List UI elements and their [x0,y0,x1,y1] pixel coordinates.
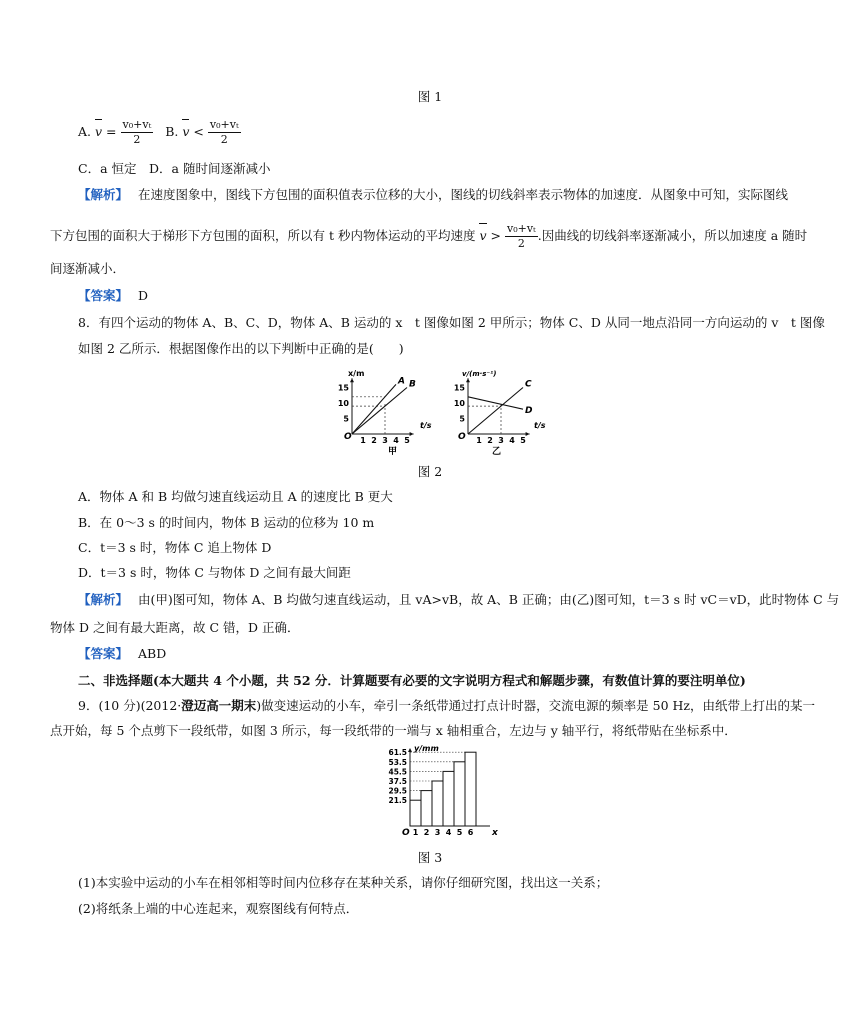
q7-analysis-text-2b: .因曲线的切线斜率逐渐减小，所以加速度 a 随时 [537,228,808,243]
q8-answer-tag: 【答案】 [78,646,129,661]
q7-analysis-relation: > [490,228,501,243]
jia-y-label: x/m [348,369,365,378]
yi-plot-area [454,378,533,445]
jia-series-label-B: B [409,379,416,390]
yi-series-line-C [468,388,523,435]
yi-x-tick-label-5: 5 [520,436,526,445]
fig3-y-label: y/mm [414,744,439,753]
q7-option-b-fraction [208,118,241,147]
jia-x-tick-label-4: 4 [393,436,399,445]
fig3-y-tick-label-2: 37.5 [388,777,407,786]
yi-y-axis-arrow [466,378,470,382]
q8-answer-line [78,645,166,663]
jia-series-line-A [352,384,396,434]
jia-x-axis-arrow [410,432,414,436]
yi-x-tick-label-1: 1 [476,436,482,445]
q7-analysis-line-2 [50,222,807,251]
q7-option-b-relation: < [193,124,204,139]
fig3-y-tick-label-5: 61.5 [388,748,407,758]
fig3-bar-2 [421,791,432,826]
q7-analysis-tag: 【解析】 [78,187,129,202]
fig3-plot-area [388,748,490,837]
fig3-bar-5 [454,762,465,826]
fig3-x-tick-label-1: 1 [412,828,419,837]
yi-series-line-D [468,397,523,409]
jia-series-label-A: A [398,376,405,387]
yi-x-label: t/s [534,421,546,430]
yi-caption: 乙 [492,447,502,457]
q7-analysis-denominator: 2 [517,237,525,250]
yi-y-tick-label-15: 15 [453,383,465,393]
figure-1-caption: 图 1 [417,89,443,104]
q8-stem-line-2: 如图 2 乙所示．根据图像作出的以下判断中正确的是( ) [78,341,404,356]
q7-analysis-numerator: v₀+vₜ [506,222,536,235]
figure-2-caption: 图 2 [417,464,443,479]
fig3-bar-1 [410,800,421,826]
q8-option-c: C．t＝3 s 时，物体 C 追上物体 D [78,540,272,555]
fig3-x-tick-label-3: 3 [434,828,441,837]
jia-x-label: t/s [420,421,432,430]
fig3-x-tick-label-6: 6 [467,828,474,837]
figure-2-jia-chart [336,362,440,458]
q9-sub-question-1: (1)本实验中运动的小车在相邻相等时间内位移存在某种关系，请你仔细研究图，找出这一关系； [78,875,609,890]
q8-analysis-line-2: 物体 D 之间有最大距离，故 C 错，D 正确． [50,620,300,635]
fig3-y-tick-label-0: 21.5 [388,796,407,806]
q7-answer-tag: 【答案】 [78,288,129,303]
yi-y-label: v/(m·s⁻¹) [462,370,497,378]
figure-3-caption: 图 3 [417,850,443,865]
jia-y-tick-label-5: 5 [343,414,349,424]
figure-2-yi-chart [448,362,554,458]
yi-x-tick-label-4: 4 [509,436,515,445]
fig3-x-tick-label-5: 5 [456,828,463,837]
q7-analysis-vbar: v [479,228,487,243]
q7-option-a-letter: A. [78,124,92,139]
q9-stem-a: 9．(10 分)(2012· [78,698,182,713]
fig3-origin: O [402,828,410,838]
q8-analysis-line-1 [78,591,839,609]
yi-origin: O [458,432,466,442]
q7-option-ab-line [78,118,241,147]
q7-option-cd: C．a 恒定 D．a 随时间逐渐减小 [78,161,271,176]
q9-source: 澄迈高一期末 [181,698,257,713]
yi-y-tick-label-5: 5 [459,414,465,424]
q9-stem-line-2: 点开始，每 5 个点剪下一段纸带，如图 3 所示，每一段纸带的一端与 x 轴相重合，左边与 y 轴平行，将纸带贴在坐标系中． [50,723,737,738]
fig3-x-label: x [492,828,498,838]
yi-x-tick-label-3: 3 [498,436,504,445]
q7-answer-line [78,287,148,305]
figure-3-chart [362,742,502,842]
jia-y-axis-arrow [350,378,354,382]
jia-x-tick-label-5: 5 [404,436,410,445]
q8-option-b: B．在 0～3 s 的时间内，物体 B 运动的位移为 10 m [78,515,375,530]
q7-analysis-line-3: 间逐渐减小． [50,261,126,276]
q9-stem-b: )做变速运动的小车，牵引一条纸带通过打点计时器，交流电源的频率是 50 Hz，由纸带上打出的某一 [256,698,815,713]
fig3-bar-4 [443,771,454,826]
q8-answer: ABD [138,646,167,661]
fig3-y-axis-arrow [408,748,412,752]
jia-y-tick-label-10: 10 [337,399,349,408]
q7-analysis-text-1: 在速度图象中，图线下方包围的面积值表示位移的大小，图线的切线斜率表示物体的加速度．从图象中可知，实际图线 [138,187,789,202]
q8-analysis-text-1: 由(甲)图可知，物体 A、B 均做匀速直线运动，且 vA>vB，故 A、B 正确；由(乙)图可知，t＝3 s 时 vC＝vD，此时物体 C 与 [138,592,840,607]
jia-x-tick-label-3: 3 [382,436,388,445]
q7-analysis-line-1 [78,186,788,204]
fig3-y-tick-label-3: 45.5 [388,767,407,777]
q7-option-a-fraction [121,118,154,147]
fig3-bar-3 [432,781,443,826]
q8-option-d: D．t＝3 s 时，物体 C 与物体 D 之间有最大间距 [78,565,351,580]
jia-caption: 甲 [388,447,398,457]
yi-x-axis-arrow [526,432,530,436]
jia-x-tick-label-2: 2 [371,436,377,445]
q7-answer: D [138,288,149,303]
q7-option-b-vbar: v [182,124,190,139]
yi-x-tick-label-2: 2 [487,436,493,445]
q9-stem-line-1 [78,697,815,715]
q8-stem-line-1: 8．有四个运动的物体 A、B、C、D，物体 A、B 运动的 x t 图像如图 2 甲所示；物体 C、D 从同一地点沿同一方向运动的 v t 图像 [78,315,825,330]
jia-origin: O [344,432,352,442]
fig3-x-tick-label-4: 4 [445,828,452,837]
q7-analysis-fraction [505,222,538,251]
yi-y-tick-label-10: 10 [453,399,465,408]
q8-option-a: A．物体 A 和 B 均做匀速直线运动且 A 的速度比 B 更大 [78,489,393,504]
yi-series-label-C: C [525,379,532,390]
q7-option-a-vbar: v [95,124,103,139]
q8-analysis-tag: 【解析】 [78,592,129,607]
yi-series-label-D: D [525,406,533,417]
q7-option-b-numerator: v₀+vₜ [209,118,239,131]
section-2-heading: 二、非选择题(本大题共 4 个小题，共 52 分．计算题要有必要的文字说明方程式和解题步骤，有数值计算的要注明单位) [78,673,746,688]
q7-option-b-denominator: 2 [220,133,228,146]
fig3-bar-6 [465,752,476,826]
q7-option-a-denominator: 2 [133,133,141,146]
q7-option-a-numerator: v₀+vₜ [122,118,152,131]
fig3-x-tick-label-2: 2 [423,828,430,837]
q9-sub-question-2: (2)将纸条上端的中心连起来，观察图线有何特点． [78,901,359,916]
jia-x-tick-label-1: 1 [360,436,366,445]
q7-option-a-relation: = [106,124,117,139]
q7-analysis-text-2a: 下方包围的面积大于梯形下方包围的面积，所以有 t 秒内物体运动的平均速度 [50,228,476,243]
jia-series-line-B [352,388,407,435]
fig3-y-tick-label-1: 29.5 [388,786,407,796]
q7-option-b-letter: B. [165,124,179,139]
jia-y-tick-label-15: 15 [337,383,349,393]
fig3-y-tick-label-4: 53.5 [388,757,407,767]
